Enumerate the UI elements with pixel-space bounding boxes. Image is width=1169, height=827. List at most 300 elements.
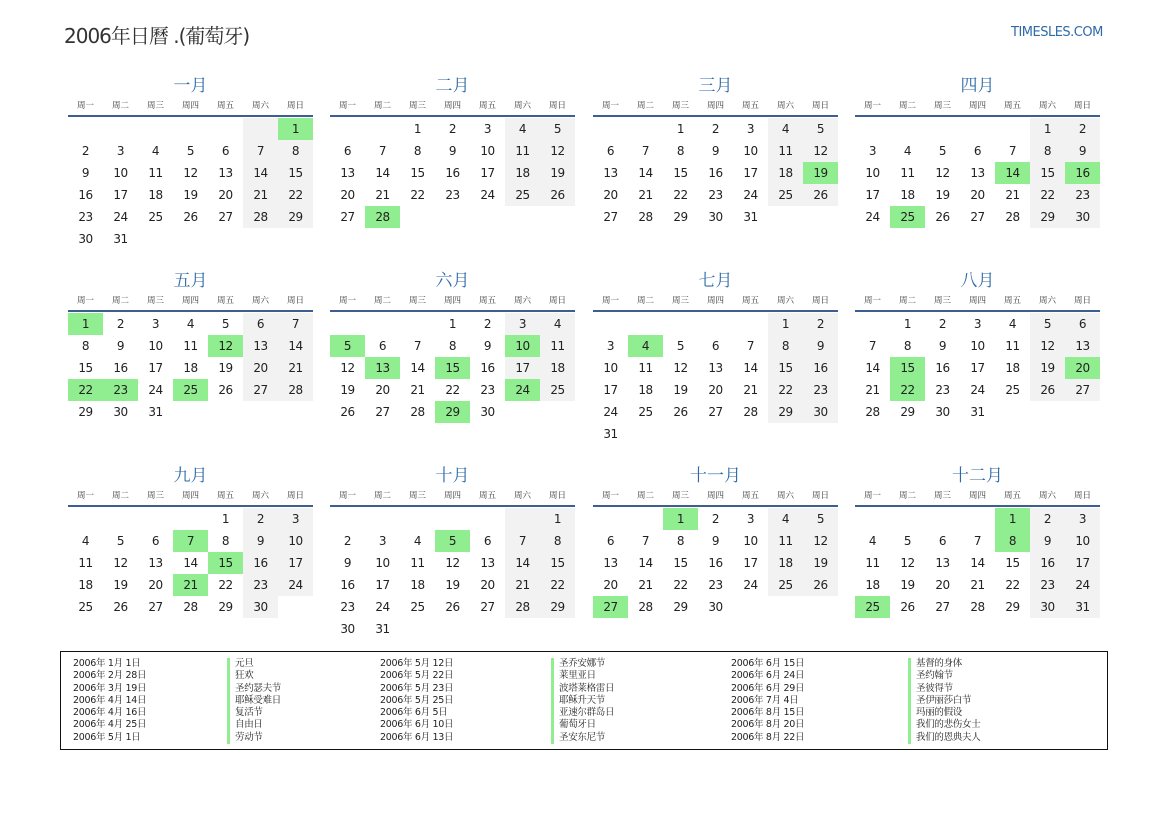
day-cell: 5 — [938, 144, 947, 158]
weekday-label: 周日 — [811, 491, 829, 501]
empty-cell — [855, 508, 890, 530]
empty-cell — [243, 228, 278, 250]
weekday-label: 周五 — [478, 491, 496, 501]
day-grid — [330, 508, 575, 640]
empty-cell — [960, 508, 995, 530]
day-cell: 16 — [1065, 162, 1100, 184]
day-cell: 16 — [480, 361, 495, 375]
day-cell: 3 — [483, 122, 492, 136]
empty-cell — [628, 508, 663, 530]
empty-cell — [243, 401, 278, 423]
empty-cell — [890, 508, 925, 530]
day-cell: 12 — [900, 556, 915, 570]
day-cell: 7 — [641, 534, 650, 548]
weekday-label: 周一 — [863, 491, 881, 501]
day-cell: 27 — [935, 600, 950, 614]
day-cell: 16 — [445, 166, 460, 180]
holiday-date: 2006年 6月 24日 — [731, 670, 805, 682]
day-cell: 8 — [448, 339, 457, 353]
day-cell: 24 — [743, 578, 758, 592]
holiday-name: 自由日 — [227, 719, 281, 731]
month-block — [855, 75, 1100, 228]
day-cell: 1 — [448, 317, 457, 331]
page-title: 2006年日曆 .(葡萄牙) — [64, 24, 250, 48]
day-cell: 13 — [603, 556, 618, 570]
day-cell: 6 — [711, 339, 720, 353]
day-cell: 7 — [505, 530, 540, 552]
empty-cell — [890, 118, 925, 140]
day-cell: 27 — [340, 210, 355, 224]
weekday-label: 周五 — [216, 491, 234, 501]
day-cell: 10 — [603, 361, 618, 375]
day-cell: 21 — [638, 188, 653, 202]
day-cell: 5 — [116, 534, 125, 548]
weekday-label: 周日 — [548, 296, 566, 306]
weekday-label: 周六 — [251, 296, 269, 306]
day-cell: 9 — [1030, 530, 1065, 552]
weekday-label: 周二 — [373, 491, 391, 501]
empty-cell — [435, 618, 470, 640]
day-cell: 20 — [603, 188, 618, 202]
weekday-label: 周五 — [478, 296, 496, 306]
weekday-label: 周日 — [1073, 101, 1091, 111]
weekday-label: 周六 — [513, 296, 531, 306]
weekday-label: 周六 — [1038, 296, 1056, 306]
month-name: 十二月 — [952, 466, 1003, 486]
holiday-date: 2006年 6月 15日 — [731, 658, 805, 669]
month-name: 九月 — [173, 466, 208, 486]
weekday-label: 周三 — [146, 491, 164, 501]
day-cell: 15 — [673, 166, 688, 180]
day-cell: 10 — [278, 530, 313, 552]
day-cell: 10 — [480, 144, 495, 158]
day-cell: 12 — [673, 361, 688, 375]
month-block — [593, 465, 838, 618]
day-cell: 17 — [375, 578, 390, 592]
month-block — [330, 270, 575, 423]
day-cell: 21 — [278, 357, 313, 379]
weekday-label: 周五 — [741, 101, 759, 111]
day-cell: 21 — [970, 578, 985, 592]
day-cell: 6 — [221, 144, 230, 158]
day-cell: 18 — [540, 357, 575, 379]
weekday-label: 周二 — [111, 296, 129, 306]
day-cell: 5 — [221, 317, 230, 331]
month-name: 七月 — [698, 271, 733, 291]
site-link[interactable]: TIMESLES.COM — [1011, 25, 1103, 40]
empty-cell — [593, 118, 628, 140]
day-cell: 18 — [505, 162, 540, 184]
day-grid — [855, 313, 1100, 423]
month-block — [330, 465, 575, 640]
day-cell: 13 — [243, 335, 278, 357]
day-cell: 20 — [480, 578, 495, 592]
day-cell: 7 — [1008, 144, 1017, 158]
holiday-name: 亚速尔群岛日 — [551, 707, 614, 719]
day-cell: 30 — [708, 210, 723, 224]
day-cell: 19 — [803, 552, 838, 574]
empty-cell — [138, 118, 173, 140]
weekday-label: 周三 — [146, 101, 164, 111]
day-cell: 9 — [116, 339, 125, 353]
weekday-label: 周六 — [513, 101, 531, 111]
weekday-label: 周三 — [408, 101, 426, 111]
day-cell: 17 — [865, 188, 880, 202]
day-cell: 23 — [78, 210, 93, 224]
weekday-label: 周六 — [251, 101, 269, 111]
day-cell: 22 — [540, 574, 575, 596]
day-cell: 13 — [935, 556, 950, 570]
day-cell: 28 — [505, 596, 540, 618]
day-grid — [68, 313, 313, 423]
weekday-header — [330, 97, 575, 117]
month-name: 六月 — [435, 271, 470, 291]
weekday-label: 周日 — [286, 101, 304, 111]
day-cell: 7 — [378, 144, 387, 158]
day-cell: 26 — [803, 574, 838, 596]
day-cell: 18 — [148, 188, 163, 202]
day-cell: 18 — [183, 361, 198, 375]
day-cell: 15 — [435, 357, 470, 379]
day-cell: 28 — [970, 600, 985, 614]
holiday-name: 耶稣升天节 — [551, 695, 614, 707]
day-cell: 2 — [448, 122, 457, 136]
weekday-header — [330, 487, 575, 507]
day-cell: 1 — [278, 118, 313, 140]
day-cell: 29 — [1030, 206, 1065, 228]
day-cell: 30 — [480, 405, 495, 419]
day-cell: 10 — [1065, 530, 1100, 552]
empty-cell — [330, 118, 365, 140]
day-cell: 16 — [113, 361, 128, 375]
day-cell: 20 — [218, 188, 233, 202]
month-name: 五月 — [173, 271, 208, 291]
day-cell: 29 — [218, 600, 233, 614]
empty-cell — [803, 206, 838, 228]
weekday-label: 周二 — [636, 296, 654, 306]
day-cell: 14 — [638, 166, 653, 180]
holiday-date: 2006年 5月 12日 — [380, 658, 454, 669]
day-cell: 30 — [1065, 206, 1100, 228]
weekday-label: 周四 — [443, 101, 461, 111]
weekday-label: 周日 — [811, 296, 829, 306]
day-cell: 10 — [970, 339, 985, 353]
day-cell: 9 — [938, 339, 947, 353]
day-cell: 25 — [540, 379, 575, 401]
holiday-date-column — [73, 658, 146, 744]
day-cell: 25 — [890, 206, 925, 228]
weekday-label: 周三 — [933, 296, 951, 306]
day-cell: 18 — [1005, 361, 1020, 375]
holiday-date: 2006年 6月 10日 — [380, 719, 454, 731]
holiday-date: 2006年 4月 25日 — [73, 719, 147, 731]
day-cell: 3 — [505, 313, 540, 335]
day-cell: 18 — [865, 578, 880, 592]
day-cell: 16 — [935, 361, 950, 375]
month-name: 八月 — [960, 271, 995, 291]
holiday-date: 2006年 6月 5日 — [380, 707, 448, 719]
day-cell: 4 — [505, 118, 540, 140]
day-cell: 29 — [540, 596, 575, 618]
day-cell: 22 — [768, 379, 803, 401]
day-cell: 9 — [243, 530, 278, 552]
empty-cell — [628, 423, 663, 445]
empty-cell — [400, 206, 435, 228]
day-cell: 8 — [278, 140, 313, 162]
month-name: 十一月 — [690, 466, 741, 486]
weekday-label: 周二 — [373, 296, 391, 306]
day-cell: 2 — [343, 534, 352, 548]
day-cell: 19 — [540, 162, 575, 184]
day-cell: 12 — [540, 140, 575, 162]
day-cell: 28 — [743, 405, 758, 419]
day-cell: 27 — [603, 210, 618, 224]
empty-cell — [855, 118, 890, 140]
empty-cell — [925, 508, 960, 530]
empty-cell — [68, 508, 103, 530]
weekday-label: 周三 — [933, 491, 951, 501]
month-block — [855, 465, 1100, 618]
day-cell: 24 — [278, 574, 313, 596]
day-grid — [330, 313, 575, 423]
holiday-date: 2006年 5月 25日 — [380, 694, 454, 706]
day-cell: 1 — [663, 508, 698, 530]
day-cell: 10 — [505, 335, 540, 357]
day-cell: 7 — [413, 339, 422, 353]
day-cell: 24 — [505, 379, 540, 401]
day-cell: 15 — [890, 357, 925, 379]
day-cell: 11 — [638, 361, 653, 375]
day-cell: 26 — [803, 184, 838, 206]
day-cell: 16 — [1030, 552, 1065, 574]
empty-cell — [243, 118, 278, 140]
weekday-label: 周五 — [741, 491, 759, 501]
day-cell: 19 — [935, 188, 950, 202]
weekday-label: 周一 — [863, 296, 881, 306]
day-cell: 3 — [973, 317, 982, 331]
month-block — [593, 75, 838, 228]
day-cell: 17 — [278, 552, 313, 574]
weekday-label: 周六 — [1038, 491, 1056, 501]
empty-cell — [855, 313, 890, 335]
weekday-label: 周三 — [671, 296, 689, 306]
day-cell: 15 — [1030, 162, 1065, 184]
day-cell: 7 — [243, 140, 278, 162]
empty-cell — [1030, 401, 1065, 423]
weekday-label: 周日 — [811, 101, 829, 111]
weekday-label: 周五 — [1003, 101, 1021, 111]
day-cell: 27 — [970, 210, 985, 224]
empty-cell — [540, 401, 575, 423]
weekday-label: 周六 — [776, 491, 794, 501]
holiday-legend — [60, 651, 1108, 750]
holiday-name: 圣伊丽莎白节 — [908, 695, 980, 707]
weekday-header — [593, 292, 838, 312]
holiday-date: 2006年 6月 13日 — [380, 731, 454, 743]
empty-cell — [68, 118, 103, 140]
day-cell: 28 — [865, 405, 880, 419]
empty-cell — [173, 118, 208, 140]
day-cell: 1 — [995, 508, 1030, 530]
day-cell: 23 — [445, 188, 460, 202]
empty-cell — [173, 228, 208, 250]
weekday-label: 周五 — [478, 101, 496, 111]
day-cell: 24 — [970, 383, 985, 397]
day-cell: 13 — [1065, 335, 1100, 357]
day-cell: 2 — [1030, 508, 1065, 530]
day-cell: 19 — [445, 578, 460, 592]
day-cell: 30 — [243, 596, 278, 618]
weekday-label: 周三 — [408, 296, 426, 306]
day-cell: 11 — [540, 335, 575, 357]
day-cell: 28 — [638, 210, 653, 224]
day-cell: 12 — [340, 361, 355, 375]
day-cell: 25 — [173, 379, 208, 401]
holiday-date: 2006年 5月 1日 — [73, 731, 141, 743]
day-cell: 29 — [1005, 600, 1020, 614]
day-cell: 11 — [768, 140, 803, 162]
day-cell: 25 — [148, 210, 163, 224]
day-cell: 19 — [673, 383, 688, 397]
day-cell: 15 — [78, 361, 93, 375]
day-cell: 12 — [113, 556, 128, 570]
empty-cell — [628, 313, 663, 335]
holiday-name-column — [227, 658, 281, 744]
empty-cell — [803, 596, 838, 618]
holiday-date: 2006年 3月 19日 — [73, 682, 147, 694]
day-cell: 21 — [638, 578, 653, 592]
day-cell: 14 — [865, 361, 880, 375]
weekday-label: 周三 — [933, 101, 951, 111]
day-cell: 30 — [113, 405, 128, 419]
day-cell: 27 — [480, 600, 495, 614]
day-cell: 4 — [186, 317, 195, 331]
holiday-name: 玛丽的假设 — [908, 707, 980, 719]
day-cell: 19 — [340, 383, 355, 397]
holiday-date: 2006年 8月 22日 — [731, 731, 805, 743]
day-cell: 2 — [81, 144, 90, 158]
day-cell: 3 — [606, 339, 615, 353]
day-cell: 14 — [410, 361, 425, 375]
weekday-label: 周六 — [1038, 101, 1056, 111]
weekday-label: 周二 — [898, 296, 916, 306]
weekday-header — [855, 292, 1100, 312]
empty-cell — [1065, 401, 1100, 423]
day-cell: 21 — [243, 184, 278, 206]
weekday-label: 周日 — [1073, 296, 1091, 306]
day-cell: 31 — [970, 405, 985, 419]
day-cell: 12 — [935, 166, 950, 180]
day-cell: 17 — [480, 166, 495, 180]
weekday-label: 周五 — [741, 296, 759, 306]
weekday-label: 周四 — [443, 296, 461, 306]
day-cell: 9 — [803, 335, 838, 357]
day-cell: 20 — [1065, 357, 1100, 379]
day-cell: 12 — [803, 140, 838, 162]
weekday-label: 周六 — [513, 491, 531, 501]
day-cell: 23 — [803, 379, 838, 401]
empty-cell — [470, 508, 505, 530]
day-cell: 21 — [505, 574, 540, 596]
day-cell: 23 — [103, 379, 138, 401]
empty-cell — [365, 118, 400, 140]
empty-cell — [278, 228, 313, 250]
day-grid — [330, 118, 575, 228]
day-cell: 3 — [746, 512, 755, 526]
day-cell: 13 — [708, 361, 723, 375]
day-cell: 17 — [148, 361, 163, 375]
month-name: 二月 — [435, 76, 470, 96]
empty-cell — [540, 618, 575, 640]
holiday-name: 圣约翰节 — [908, 670, 980, 682]
day-cell: 7 — [173, 530, 208, 552]
month-block — [68, 270, 313, 423]
day-cell: 21 — [1005, 188, 1020, 202]
weekday-label: 周三 — [671, 101, 689, 111]
day-cell: 25 — [638, 405, 653, 419]
month-name: 三月 — [698, 76, 733, 96]
day-grid — [68, 508, 313, 618]
day-cell: 9 — [711, 534, 720, 548]
weekday-label: 周一 — [863, 101, 881, 111]
day-cell: 22 — [673, 188, 688, 202]
day-cell: 10 — [375, 556, 390, 570]
weekday-label: 周五 — [216, 101, 234, 111]
day-cell: 26 — [1030, 379, 1065, 401]
day-cell: 9 — [448, 144, 457, 158]
day-cell: 15 — [673, 556, 688, 570]
day-cell: 31 — [603, 427, 618, 441]
holiday-name: 葡萄牙日 — [551, 719, 614, 731]
weekday-label: 周五 — [1003, 491, 1021, 501]
day-cell: 19 — [900, 578, 915, 592]
day-cell: 28 — [243, 206, 278, 228]
day-cell: 21 — [743, 383, 758, 397]
empty-cell — [208, 118, 243, 140]
day-cell: 9 — [1065, 140, 1100, 162]
day-cell: 27 — [1065, 379, 1100, 401]
day-cell: 28 — [183, 600, 198, 614]
day-cell: 22 — [1005, 578, 1020, 592]
day-cell: 21 — [410, 383, 425, 397]
day-cell: 28 — [365, 206, 400, 228]
holiday-name: 复活节 — [227, 707, 281, 719]
holiday-name: 劳动节 — [227, 732, 281, 744]
weekday-label: 周日 — [1073, 491, 1091, 501]
weekday-label: 周四 — [706, 101, 724, 111]
day-cell: 28 — [410, 405, 425, 419]
day-cell: 17 — [970, 361, 985, 375]
empty-cell — [995, 118, 1030, 140]
weekday-label: 周二 — [373, 101, 391, 111]
day-cell: 19 — [183, 188, 198, 202]
weekday-label: 周一 — [76, 491, 94, 501]
day-cell: 3 — [378, 534, 387, 548]
day-cell: 16 — [708, 556, 723, 570]
day-cell: 7 — [641, 144, 650, 158]
weekday-label: 周三 — [146, 296, 164, 306]
empty-cell — [733, 313, 768, 335]
day-cell: 16 — [340, 578, 355, 592]
weekday-label: 周一 — [338, 491, 356, 501]
day-cell: 11 — [768, 530, 803, 552]
weekday-label: 周一 — [338, 101, 356, 111]
weekday-label: 周四 — [968, 296, 986, 306]
day-cell: 4 — [1008, 317, 1017, 331]
day-cell: 20 — [375, 383, 390, 397]
empty-cell — [540, 206, 575, 228]
day-cell: 6 — [378, 339, 387, 353]
